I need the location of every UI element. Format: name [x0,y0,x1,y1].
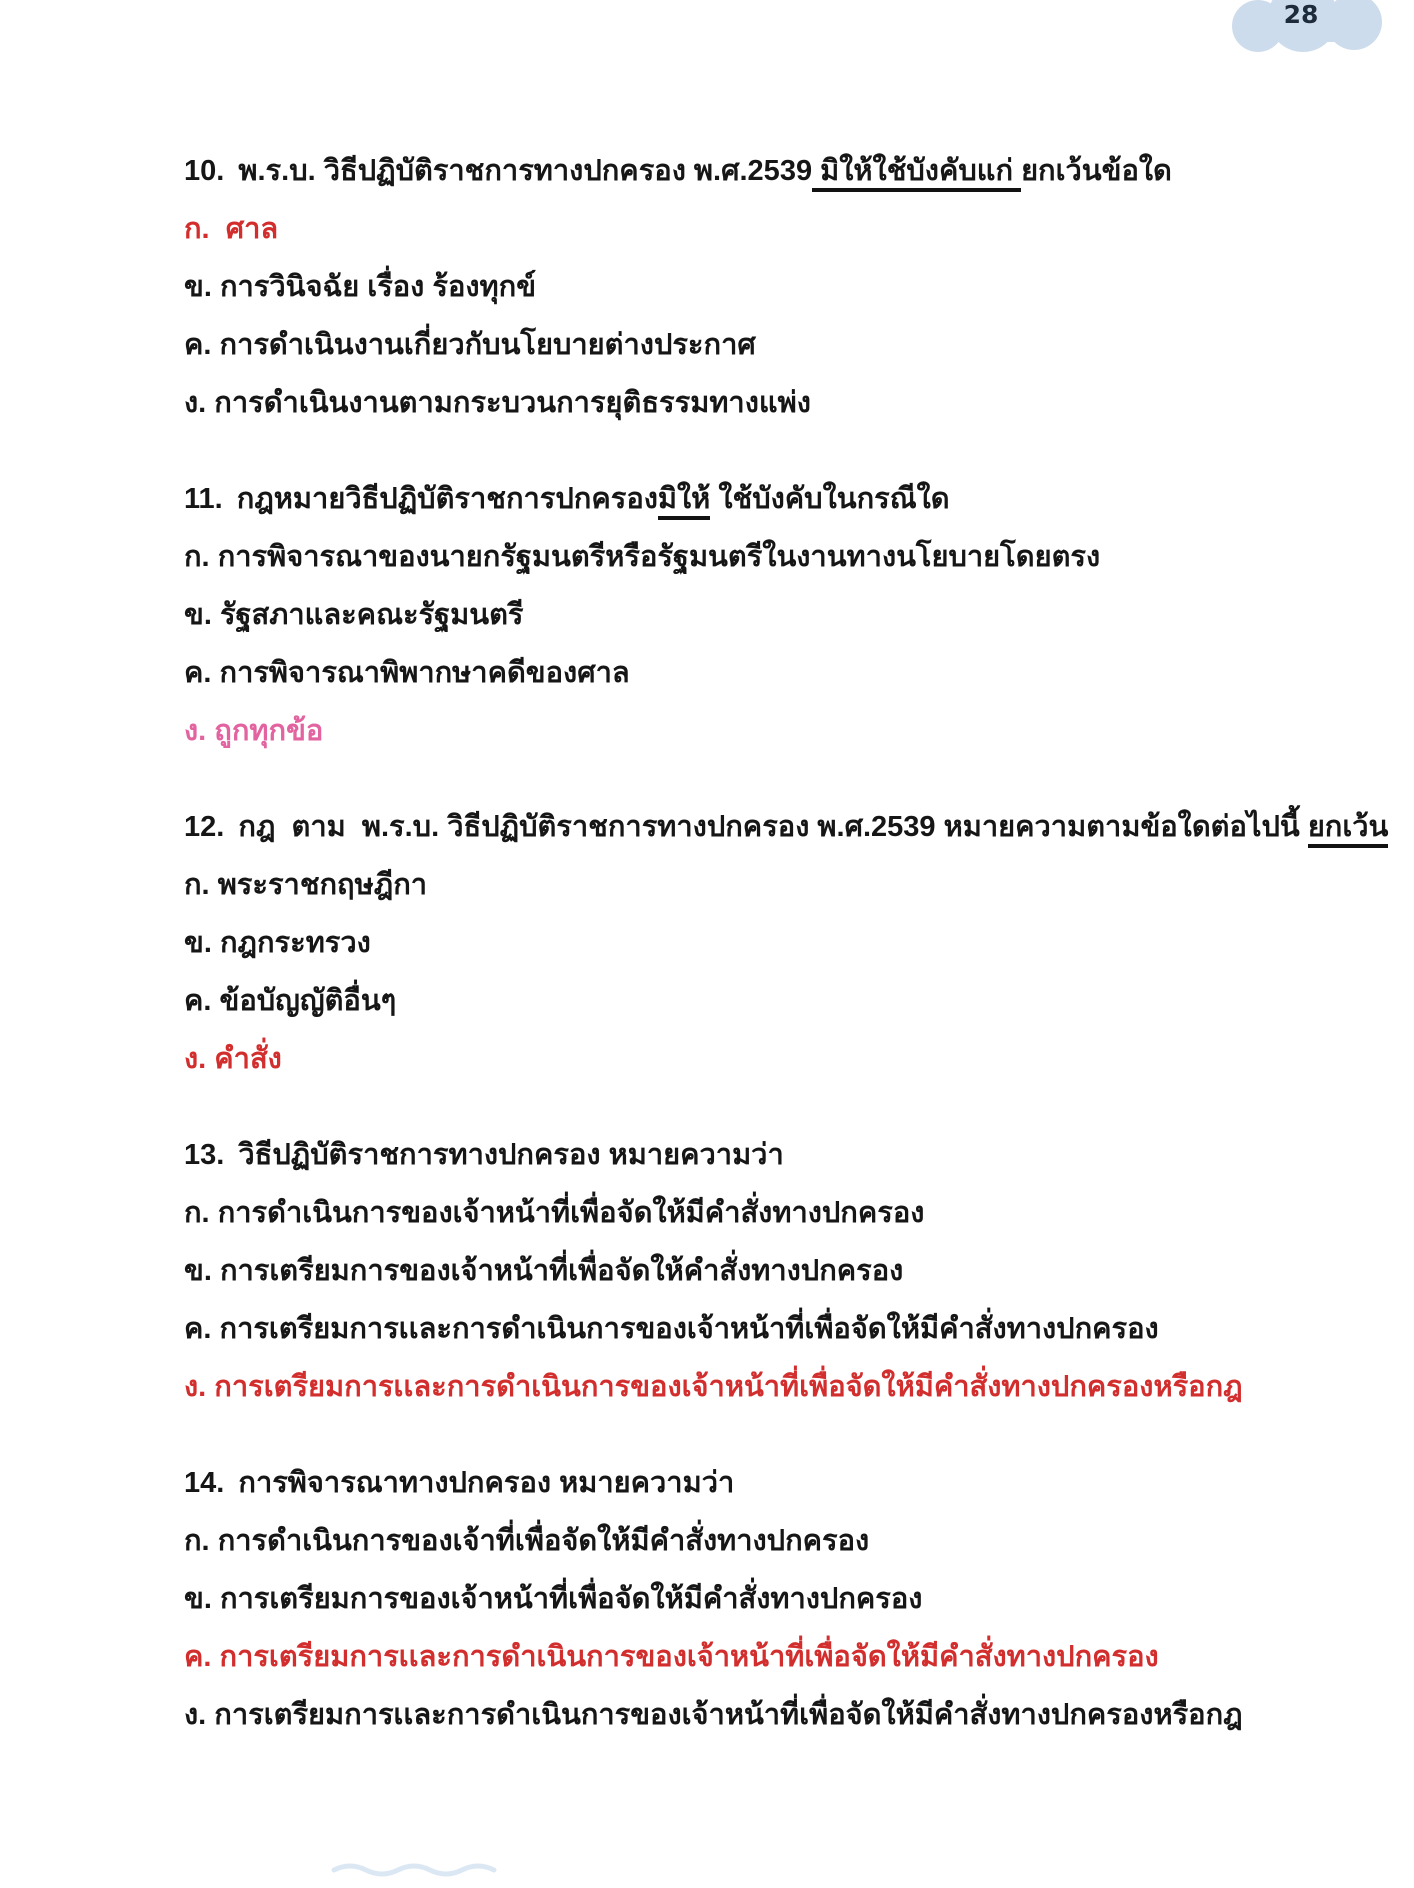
option-label: ข. [184,1255,220,1287]
option-label: ง. [184,715,215,747]
answer-option [184,1686,1364,1744]
option-text: การเตรียมการเเละการดำเนินการของเจ้าหน้าที่เพื่อจัดให้มีคำสั่งทางปกครอง [219,1641,1159,1673]
question-block [184,470,1364,760]
answer-option [184,528,1364,586]
option-label: ค. [184,1313,220,1345]
option-text: การวินิจฉัย เรื่อง ร้องทุกข์ [219,271,537,303]
question-pre-text: กฎหมายวิธีปฏิบัติราชการปกครอง [228,483,658,515]
questions-container [184,142,1389,1782]
option-label: ง. [184,387,215,419]
option-label: ง. [184,1699,215,1731]
question-pre-text: กฎ ตาม พ.ร.บ. วิธีปฏิบัติราชการทางปกครอง พ.ศ.2539 หมายความตามข้อใดต่อไปนี้ [230,811,1308,843]
answer-option-highlighted [184,702,1364,760]
question-number: 14. [184,1467,225,1499]
decorative-squiggle [330,1860,500,1878]
option-label: ก. [184,1525,218,1557]
option-label: ข. [184,271,220,303]
page-number-badge [1230,0,1386,50]
option-text: กฎกระทรวง [219,927,371,959]
answer-option [184,258,1364,316]
option-label: ก. [184,1197,218,1229]
answer-option-highlighted [184,1628,1364,1686]
answer-option [184,316,1364,374]
question-text [184,798,1389,856]
option-text: การเตรียมการเเละการดำเนินการของเจ้าหน้าที่เพื่อจัดให้มีคำสั่งทางปกครองหรือกฎ [214,1371,1243,1403]
question-block [184,1126,1364,1416]
option-text: การดำเนินงานตามกระบวนการยุติธรรมทางแพ่ง [214,387,811,419]
question-number: 10. [184,155,225,187]
question-post-text: ยกเว้นข้อใด [1021,155,1172,187]
option-text: การดำเนินการของเจ้าที่เพื่อจัดให้มีคำสั่งทางปกครอง [217,1525,870,1557]
option-label: ก. [184,869,218,901]
question-pre-text: การพิจารณาทางปกครอง หมายความว่า [230,1467,735,1499]
question-post-text: ใช้บังคับในกรณีใด [710,483,950,515]
option-label: ค. [184,1641,220,1673]
question-underlined-text: ยกเว้น [1308,811,1389,848]
question-text [184,1454,1364,1512]
answer-option-highlighted [184,1030,1364,1088]
question-pre-text: วิธีปฏิบัติราชการทางปกครอง หมายความว่า [230,1139,784,1171]
option-text: ถูกทุกข้อ [214,715,324,747]
question-underlined-text: มิให้ใช้บังคับแก่ [812,155,1021,192]
option-text: การเตรียมการเเละการดำเนินการของเจ้าหน้าที่เพื่อจัดให้มีคำสั่งทางปกครองหรือกฎ [214,1699,1243,1731]
question-number: 13. [184,1139,225,1171]
question-text [184,142,1364,200]
option-text: ศาล [217,213,279,245]
answer-option [184,1300,1364,1358]
answer-option [184,374,1364,432]
option-label: ค. [184,985,220,1017]
option-text: รัฐสภาและคณะรัฐมนตรี [219,599,524,631]
option-text: การเตรียมการของเจ้าหน้าที่เพื่อจัดให้มีคำสั่งทางปกครอง [219,1583,923,1615]
option-text: การพิจารณาพิพากษาคดีของศาล [219,657,630,689]
option-text: พระราชกฤษฎีกา [217,869,428,901]
answer-option [184,1570,1364,1628]
question-number: 12. [184,811,225,843]
question-underlined-text: มิให้ [658,483,710,520]
option-text: การดำเนินงานเกี่ยวกับนโยบายต่างประกาศ [219,329,756,361]
option-label: ก. [184,541,218,573]
option-text: คำสั่ง [214,1043,282,1075]
question-block [184,798,1389,1088]
question-text [184,470,1364,528]
page-number: 28 [1283,0,1319,29]
answer-option-highlighted [184,200,1364,258]
option-text: ข้อบัญญัติอื่นๆ [219,985,397,1017]
option-label: ง. [184,1371,215,1403]
answer-option [184,972,1364,1030]
question-block [184,142,1364,432]
option-text: การเตรียมการของเจ้าหน้าที่เพื่อจัดให้คำสั่งทางปกครอง [219,1255,904,1287]
option-text: การเตรียมการเเละการดำเนินการของเจ้าหน้าที่เพื่อจัดให้มีคำสั่งทางปกครอง [219,1313,1159,1345]
option-label: ง. [184,1043,215,1075]
answer-option [184,586,1364,644]
option-label: ก. [184,213,218,245]
answer-option [184,1184,1364,1242]
option-label: ค. [184,329,220,361]
question-text [184,1126,1364,1184]
question-pre-text: พ.ร.บ. วิธีปฏิบัติราชการทางปกครอง พ.ศ.2539 [230,155,813,187]
answer-option [184,1242,1364,1300]
question-block [184,1454,1364,1744]
answer-option [184,644,1364,702]
answer-option [184,914,1364,972]
option-text: การพิจารณาของนายกรัฐมนตรีหรือรัฐมนตรีในงานทางนโยบายโดยตรง [217,541,1101,573]
answer-option-highlighted [184,1358,1364,1416]
option-label: ข. [184,599,220,631]
question-number: 11. [184,483,223,515]
answer-option [184,1512,1364,1570]
option-label: ข. [184,927,220,959]
option-label: ข. [184,1583,220,1615]
option-label: ค. [184,657,220,689]
option-text: การดำเนินการของเจ้าหน้าที่เพื่อจัดให้มีคำสั่งทางปกครอง [217,1197,925,1229]
answer-option [184,856,1364,914]
